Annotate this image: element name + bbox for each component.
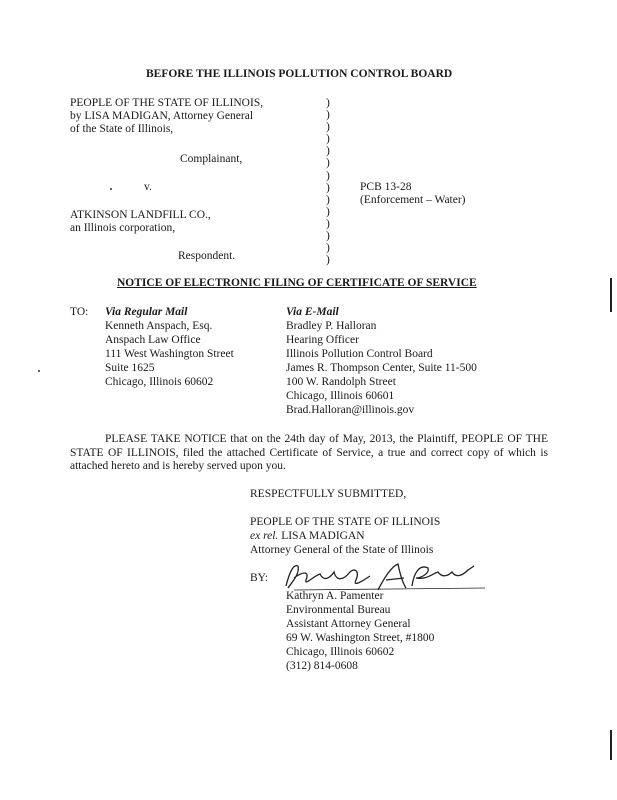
signer-line: Chicago, Illinois 60602	[286, 646, 395, 658]
complainant-label: Complainant,	[180, 153, 243, 165]
email-line: Chicago, Illinois 60601	[286, 390, 395, 402]
respondent-label: Respondent.	[178, 250, 236, 262]
bracket: )	[326, 181, 330, 194]
email-heading: Via E-Mail	[286, 306, 339, 318]
respectfully-submitted: RESPECTFULLY SUBMITTED,	[250, 488, 407, 500]
versus-label: v.	[144, 181, 152, 193]
ex-rel-italic: ex rel.	[250, 530, 279, 542]
bracket: )	[326, 193, 330, 206]
ex-rel-name: LISA MADIGAN	[278, 530, 365, 542]
case-type: (Enforcement – Water)	[360, 194, 466, 206]
signer-line: Kathryn A. Pamenter	[286, 590, 384, 602]
caption-bracket-column	[326, 97, 330, 266]
board-heading: BEFORE THE ILLINOIS POLLUTION CONTROL BOARD	[146, 68, 453, 80]
signer-line: 69 W. Washington Street, #1800	[286, 632, 435, 644]
ex-rel-line	[250, 530, 365, 543]
signer-line: Assistant Attorney General	[286, 618, 411, 630]
attorney-general-line: Attorney General of the State of Illinois	[250, 544, 434, 556]
email-line: Bradley P. Halloran	[286, 320, 377, 332]
complainant-line: by LISA MADIGAN, Attorney General	[70, 110, 254, 122]
scan-edge-mark	[610, 278, 612, 312]
email-line: James R. Thompson Center, Suite 11-500	[286, 362, 477, 374]
bracket: )	[326, 145, 330, 158]
regular-mail-line: Suite 1625	[105, 362, 155, 374]
scan-edge-mark	[610, 730, 612, 760]
signer-phone: (312) 814-0608	[286, 660, 358, 672]
people-line: PEOPLE OF THE STATE OF ILLINOIS	[250, 516, 441, 528]
bracket: )	[326, 97, 330, 109]
regular-mail-line: Anspach Law Office	[105, 334, 201, 346]
respondent-line: ATKINSON LANDFILL CO.,	[70, 209, 211, 221]
signer-line: Environmental Bureau	[286, 604, 391, 616]
case-number: PCB 13-28	[360, 181, 412, 193]
scan-speck	[38, 370, 40, 372]
regular-mail-line: 111 West Washington Street	[105, 348, 234, 360]
regular-mail-line: Chicago, Illinois 60602	[105, 376, 214, 388]
bracket: )	[326, 254, 330, 267]
bracket: )	[326, 121, 330, 134]
email-line: Hearing Officer	[286, 334, 359, 346]
notice-paragraph: PLEASE TAKE NOTICE that on the 24th day of May, 2013, the Plaintiff, PEOPLE OF THE STATE OF ILLINOIS, filed the attached Certificate of Service, a true and correct copy of which is attached hereto and is hereby served upon you.	[70, 433, 548, 472]
to-label: TO:	[70, 306, 89, 318]
bracket: )	[326, 242, 330, 255]
by-label: BY:	[250, 572, 269, 584]
scan-speck	[110, 188, 112, 190]
complainant-line: of the State of Illinois,	[70, 123, 174, 135]
bracket: )	[326, 169, 330, 182]
complainant-line: PEOPLE OF THE STATE OF ILLINOIS,	[70, 97, 264, 109]
email-address: Brad.Halloran@illinois.gov	[286, 404, 415, 416]
notice-title: NOTICE OF ELECTRONIC FILING OF CERTIFICATE OF SERVICE	[117, 277, 477, 289]
signature-image	[280, 560, 490, 594]
regular-mail-heading: Via Regular Mail	[105, 306, 188, 318]
bracket: )	[326, 217, 330, 230]
regular-mail-line: Kenneth Anspach, Esq.	[105, 320, 213, 332]
bracket: )	[326, 157, 330, 170]
bracket: )	[326, 133, 330, 146]
bracket: )	[326, 230, 330, 243]
email-line: Illinois Pollution Control Board	[286, 348, 433, 360]
bracket: )	[326, 109, 330, 122]
email-line: 100 W. Randolph Street	[286, 376, 396, 388]
respondent-line: an Illinois corporation,	[70, 222, 176, 234]
bracket: )	[326, 205, 330, 218]
